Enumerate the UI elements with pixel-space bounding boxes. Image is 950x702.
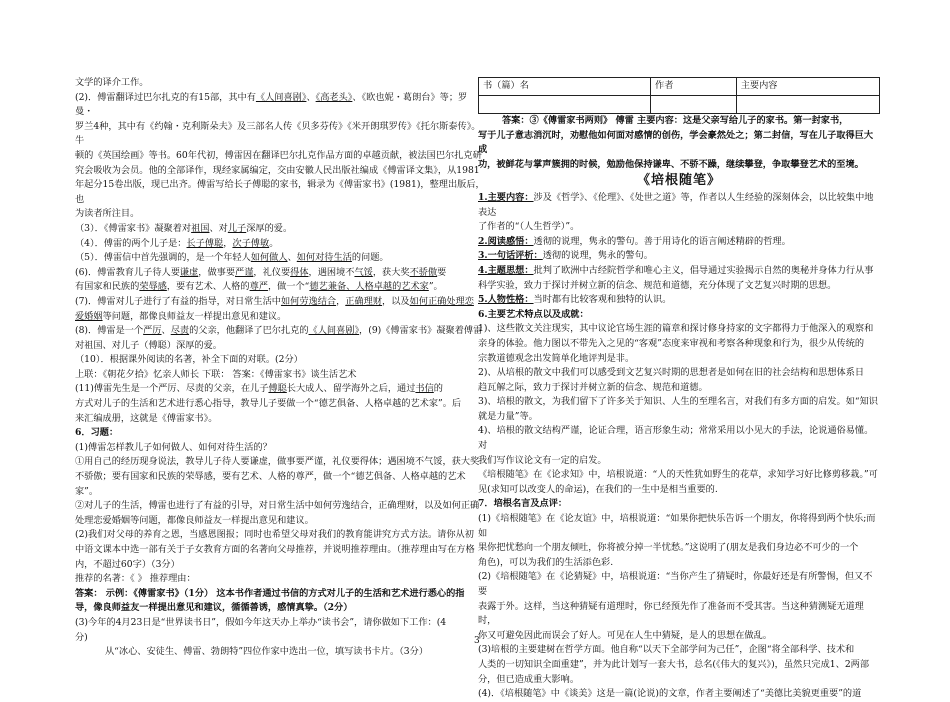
para: 我们写作议论文有一定的启发。 [478, 454, 607, 466]
para: (1)《培根随笔》在《论友谊》中，培根说道：“如果你把快乐告诉一个朋友，你将得到两个快乐;而如 [478, 513, 876, 539]
answer: 导，像良师益友一样提出意见和建议，循循善诱，感情真挚。（2分） [75, 602, 353, 614]
para: ②对儿子的生活，傅雷也进行了有益的引导，对日常生活中如何劳逸结合，正确理财，以及如何正确 [75, 500, 480, 512]
table-header: 书（篇）名 [479, 78, 651, 96]
para: 4)、培根的散文结构严谨，论证合理，语言形象生动；常常采用以小见大的手法，论说通俗易懂。对 [478, 425, 874, 452]
para: 趋瓦解之际，致力于探讨并树立新的信念、规范和道德。 [478, 381, 708, 393]
para: 对祖国、对儿子（傅聪）深厚的爱。 [75, 339, 222, 351]
answer: 答案：③《傅雷家书两则》 傅雷 主要内容：这是父亲写给儿子的家书。第一封家书， [502, 115, 849, 126]
para: 爱婚姻等问题，都像良师益友一样提出意见和建议。 [75, 310, 287, 322]
para: 见(求知可以改变人的命运)，在我们的一生中是相当重要的. [478, 483, 718, 495]
table-cell [479, 96, 651, 114]
para: （5）．傅雷信中首先强调的，是一个年轻人如何做人、如何对待生活的问题。 [75, 252, 389, 264]
para: 人类的一切知识全面重建”，并为此计划写一套大书，总名(《伟大的复兴》)，虽然只完成1、2两部 [478, 658, 870, 670]
para: 罗兰4种，其中有《约翰・克利斯朵夫》及三部名人传《贝多芬传》《米开朗琪罗传》《托尔斯泰传》。牛 [75, 120, 481, 147]
para: (2)．傅雷翻译过巴尔扎克的有15部，其中有《人间喜剧》、《高老头》、《欧也妮・葛朗台》等；罗曼・ [75, 91, 468, 118]
para: 你又可避免因此而误会了好人。可见在人生中猜疑，是人的思想在做乱。 [478, 629, 772, 641]
para: (11)傅雷先生是一个严厉、尽责的父亲，在儿子傅聪长大成人、留学海外之后，通过书信的 [75, 383, 443, 395]
para: 科学实验，致力于探讨并树立新的信念、规范和道德，充分体现了文艺复兴时期的思想。 [478, 279, 837, 291]
answer: 功，被鲜花与掌声簇拥的时候，勉励他保持谦卑、不骄不躁，继续攀登，争取攀登艺术的至境。 [478, 158, 864, 170]
para: 就是力量”等。 [478, 410, 538, 422]
para: 年起分15卷出版，现已出齐。傅雷写给长子傅聪的家书，辑录为《傅雷家书》(1981)，整理出版后，也 [75, 179, 485, 205]
para: 中语文课本中选一部有关于子女教育方面的名著向父母推荐，并说明推荐理由。（推荐理由写在方格 [75, 544, 475, 555]
table-cell [651, 96, 737, 114]
table-cell [736, 96, 879, 114]
section-heading: 6．习题： [75, 427, 119, 439]
answer: 写于儿子意志消沉时，劝慰他如何面对感情的创伤，学会豪然处之；第二封信，写在儿子取得巨大成 [478, 129, 874, 156]
para: 来汇编成册，这就是《傅雷家书》。 [75, 412, 218, 424]
para: ①用自己的经历现身说法，教导儿子待人要谦虚，做事要严谨，礼仪要得体；遇困境不气馁，获大奖 [75, 456, 480, 468]
para: 内，不超过60字）（3分） [75, 558, 180, 570]
para: (7)．傅雷对儿子进行了有益的指导，对日常生活中如何劳逸结合，正确理财，以及如何正确处理恋 [75, 295, 474, 307]
para: 宗教道德观念出发简单化地评判是非。 [478, 352, 635, 364]
para: 亲身的体验。他力图以不带先入之见的“客观”态度来审视和考察各种现象和行为，很少从传统的 [478, 337, 865, 349]
para: 了作者的“（人生哲学）”。 [478, 221, 580, 233]
section-heading: 6.主要艺术特点以及成就： [478, 308, 589, 320]
para: （3）．《傅雷家书》凝聚着对祖国、对儿子深厚的爱。 [75, 222, 293, 234]
para: 2.阅读感悟：透彻的说理，隽永的警句。善于用诗化的语言阐述精辟的哲理。 [478, 235, 791, 247]
right-column [478, 76, 880, 702]
para: (3)今年的4月23日是“世界读书日”，假如今年这天办上举办“读书会”，请你做如下工作：(4 [75, 616, 447, 628]
para: 究会吸收为会员。他的全部译作，现经家属编定，交由安徽人民出版社编成《傅雷译文集》，从1981 [75, 164, 480, 176]
para: 3)、培根的散文，为我们留下了许多关于知识、人生的至理名言，对我们有多方面的启发。如“知识 [478, 396, 878, 408]
para: 分) [75, 631, 88, 643]
para: 不骄傲；要有国家和民族的荣辱感，要有艺术、人格的尊严，做一个“德艺俱备、人格卓越的艺术家”。 [75, 471, 466, 497]
para: 方式对儿子的生活和艺术进行悉心指导，教导儿子要做一个“德艺俱备、人格卓越的艺术家”。后 [75, 398, 462, 410]
section-title: 《培根随笔》 [636, 173, 721, 189]
para: (2)我们对父母的养育之恩，当感恩图报；同时也希望父母对我们的教育能讲究方式方法。请你从初 [75, 529, 474, 541]
table-header: 主要内容 [736, 78, 879, 96]
left-column [75, 76, 485, 660]
para: 顿的《英国绘画》等书。60年代初，傅雷因在翻译巴尔扎克作品方面的卓越贡献，被法国巴尔扎克研 [75, 149, 482, 161]
para: 从“冰心、安徒生、傅雷、勃朗特”四位作家中选出一位，填写读书卡片。（3分） [105, 646, 429, 658]
para: 1.主要内容：涉及《哲学》、《伦理》、《处世之道》等，作者以人生经验的深刻体会，以比较集中地表达 [478, 191, 874, 218]
para: 为读者所注目。 [75, 208, 140, 220]
para: 推荐的名著：《 》 推荐理由： [75, 573, 196, 585]
page-number: 3 [474, 636, 480, 646]
para: 分，但已造成重大影响。 [478, 673, 580, 685]
para: (6)．傅雷教育儿子待人要谦虚，做事要严谨，礼仪要得体，遇困境不气馁，获大奖不骄傲要 [75, 266, 447, 278]
answer: 答案： 示例：《傅雷家书》（1分） 这本书作者通过书信的方式对儿子的生活和艺术进行悉心的指 [75, 587, 465, 599]
table-header: 作者 [651, 78, 737, 96]
para: 3.一句话评析：透彻的说理，隽永的警句。 [478, 250, 653, 262]
para: (4)．《培根随笔》中《谈美》这是一篇(论说)的文章，作者主要阐述了“美德比美貌更重要”的道 [478, 688, 862, 700]
para: 1)、这些散文关注现实，其中议论官场生涯的篇章和探讨修身持家的文字都得力于他深入的观察和 [478, 323, 874, 335]
section-heading: 7．培根名言及点评： [478, 498, 568, 510]
para: 文学的译介工作。 [75, 77, 149, 88]
para: (3)培根的主要建树在哲学方面。他自称“以天下全部学问为己任”，企图“将全部科学、技术和 [478, 644, 855, 656]
para: 2)、从培根的散文中我们可以感受到文艺复兴时期的思想者是如何在旧的社会结构和思想体系日 [478, 367, 865, 379]
para: （4）．傅雷的两个儿子是：长子傅聪，次子傅敏。 [75, 237, 279, 249]
para: (1)傅雷怎样教儿子如何做人、如何对待生活的？ [75, 441, 272, 453]
para: (2)《培根随笔》在《论猜疑》中，培根说道：“当你产生了猜疑时，你最好还是有所警惕，但又不要 [478, 571, 873, 597]
para: （10）．根据课外阅读的名著，补全下面的对联。(2分） [75, 354, 303, 366]
para: 《培根随笔》在《论求知》中，培根说道：“人的天性犹如野生的花草，求知学习好比修剪移栽。”可 [478, 469, 878, 481]
para: (8)．傅雷是一个严厉、尽责的父亲，他翻译了巴尔扎克的《人间喜剧》，(9)《傅雷家书》凝聚着傅雷 [75, 325, 483, 337]
para: 果你把忧愁向一个朋友倾吐，你将被分掉一半忧愁。”这说明了(朋友是我们身边必不可少的一个 [478, 542, 859, 554]
para: 有国家和民族的荣辱感，要有艺术、人格的尊严，做一个“德艺兼备、人格卓越的艺术家”。 [75, 281, 443, 293]
para: 5.人物性格：当时都有比较客观和独特的认识。 [478, 294, 672, 306]
para: 角色)，可以为我们的生活添色彩. [478, 556, 614, 568]
para: 表露于外。这样，当这种猜疑有道理时，你已经预先作了准备而不受其害。当这种猜测疑无道理时， [478, 600, 864, 627]
reading-card-table [478, 77, 880, 114]
para: 4.主题思想：批判了欧洲中古经院哲学和唯心主义，倡导通过实验揭示自然的奥秘并身体力行从事 [478, 264, 874, 276]
para: 处理恋爱婚姻等问题，都像良师益友一样提出意见和建议。 [75, 514, 314, 526]
para: 上联：《朝花夕拾》忆亲人师长 下联： 答案：《傅雷家书》谈生活艺术 [75, 368, 357, 380]
